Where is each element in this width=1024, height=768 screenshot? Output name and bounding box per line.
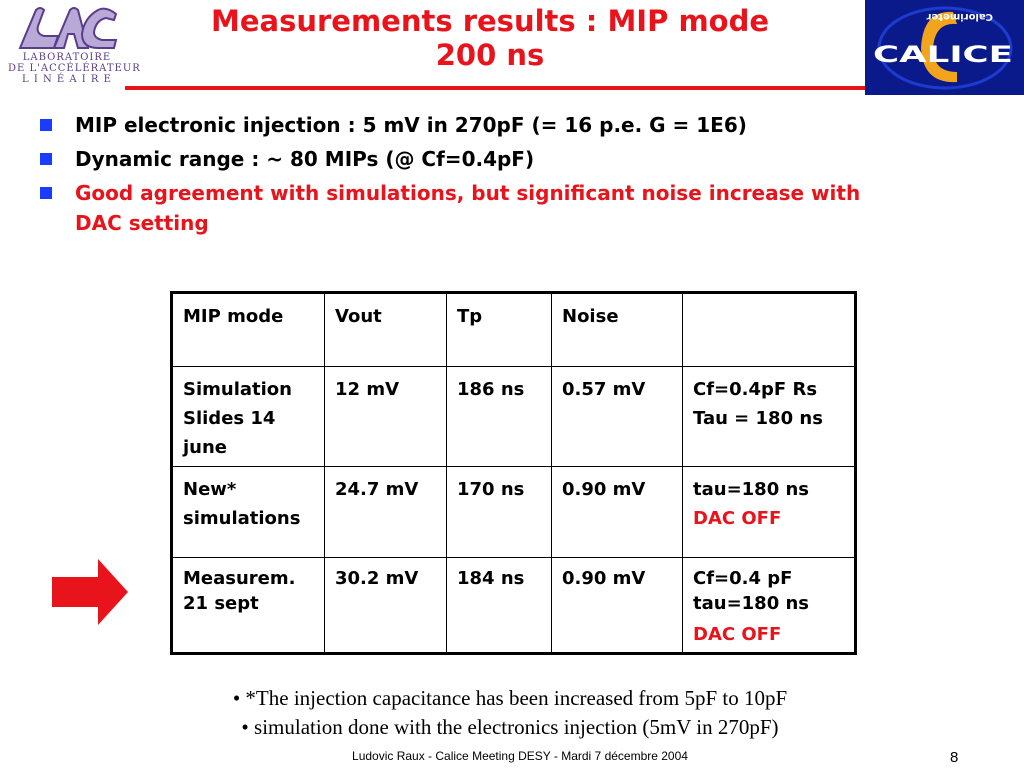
dac-off-label: DAC OFF (693, 508, 782, 529)
bullet-item-injection (40, 110, 1000, 140)
cell-mode (172, 467, 325, 558)
table-row (172, 467, 856, 558)
cell-tp: 184 ns (447, 558, 552, 654)
footnotes (150, 684, 870, 742)
page-number: 8 (950, 749, 959, 766)
cell-line: 21 sept (183, 593, 259, 614)
lal-line-2: DE L'ACCÉLÉRATEUR (8, 63, 141, 74)
svg-text:Calorimeter: Calorimeter (926, 11, 993, 22)
cell-line: Tau = 180 ns (693, 408, 823, 429)
cell-tp: 170 ns (447, 467, 552, 558)
cell-line: Simulation (183, 379, 292, 400)
table-header-row (172, 293, 856, 367)
table-row (172, 558, 856, 654)
bullet-square-icon (40, 119, 52, 131)
calice-logo (865, 0, 1024, 95)
cell-line: june (183, 437, 228, 458)
lal-line-1: LABORATOIRE (22, 52, 112, 63)
lal-logo-text (8, 52, 141, 85)
cell-vout: 24.7 mV (325, 467, 447, 558)
slide-title (200, 4, 780, 72)
bullet-square-icon (40, 187, 52, 199)
cell-noise: 0.90 mV (552, 558, 683, 654)
title-line-1: Measurements results : MIP mode (210, 4, 770, 38)
footnote-2: • simulation done with the electronics injection (5mV in 270pF) (241, 715, 779, 739)
title-line-2: 200 ns (435, 38, 545, 72)
table-row (172, 367, 856, 467)
cell-line: Cf=0.4 pF (693, 568, 793, 589)
cell-line: New* (183, 479, 237, 500)
results-table (170, 291, 857, 655)
title-underline (125, 86, 865, 90)
bullet-item-dynamic-range (40, 144, 1000, 174)
cell-line: Measurem. (183, 568, 296, 589)
bullet-text: Dynamic range : ~ 80 MIPs (@ Cf=0.4pF) (75, 147, 535, 171)
calice-logo-graphic (865, 0, 1024, 95)
cell-line: tau=180 ns (693, 479, 810, 500)
slide-footer: Ludovic Raux - Calice Meeting DESY - Mardi 7 décembre 2004 (352, 749, 688, 763)
lal-line-3: L I N É A I R E (22, 74, 112, 85)
bullet-list (40, 110, 1000, 242)
cell-notes (683, 367, 856, 467)
cell-mode (172, 558, 325, 654)
cell-tp: 186 ns (447, 367, 552, 467)
dac-off-label: DAC OFF (693, 624, 782, 645)
right-arrow-icon (50, 557, 130, 627)
header-cell-mip-mode: MIP mode (172, 293, 325, 367)
bullet-text-line-2: DAC setting (75, 211, 209, 235)
cell-line: Cf=0.4pF Rs (693, 379, 818, 400)
cell-vout: 12 mV (325, 367, 447, 467)
bullet-item-agreement (40, 178, 1000, 238)
cell-notes (683, 558, 856, 654)
bullet-text-line-1: Good agreement with simulations, but significant noise increase with (75, 181, 861, 205)
cell-noise: 0.90 mV (552, 467, 683, 558)
header-cell-vout: Vout (325, 293, 447, 367)
header-cell-tp: Tp (447, 293, 552, 367)
header-cell-notes (683, 293, 856, 367)
header-cell-noise: Noise (552, 293, 683, 367)
footnote-1: • *The injection capacitance has been increased from 5pF to 10pF (232, 686, 788, 710)
cell-notes (683, 467, 856, 558)
cell-line: simulations (183, 508, 301, 529)
calice-logo-text: CALICE (873, 43, 1013, 68)
bullet-square-icon (40, 153, 52, 165)
cell-vout: 30.2 mV (325, 558, 447, 654)
lal-logo-mark (14, 4, 122, 50)
cell-line: tau=180 ns (693, 593, 810, 614)
cell-line: Slides 14 (183, 408, 276, 429)
cell-mode (172, 367, 325, 467)
bullet-text: MIP electronic injection : 5 mV in 270pF (= 16 p.e. G = 1E6) (75, 113, 747, 137)
lal-logo (8, 4, 141, 88)
cell-noise: 0.57 mV (552, 367, 683, 467)
